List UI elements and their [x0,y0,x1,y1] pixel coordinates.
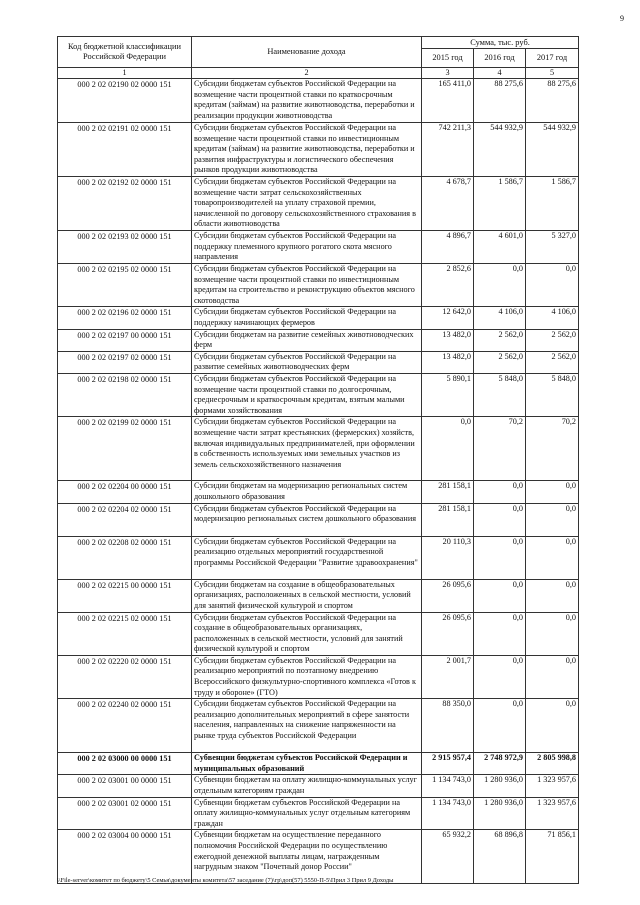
row-value-2015: 65 932,2 [422,830,474,884]
row-value-2017: 2 562,0 [526,351,579,373]
row-value-2016: 5 848,0 [474,373,526,416]
row-value-2015: 4 896,7 [422,231,474,264]
row-value-2017: 0,0 [526,579,579,612]
row-value-2016: 2 562,0 [474,329,526,351]
row-code: 000 2 02 02204 00 0000 151 [58,481,192,503]
table-row [58,307,579,329]
row-name: Субсидии бюджетам субъектов Российской Федерации на возмещение части процентной ставки по краткосрочным кредитам (займам) на развитие животноводства, переработки и реализации продукции животноводства [192,79,422,123]
col-number-3: 3 [422,68,474,79]
row-value-2015: 2 852,6 [422,264,474,307]
row-value-2015: 5 890,1 [422,373,474,416]
row-value-2016: 0,0 [474,536,526,579]
table-row [58,177,579,231]
row-value-2016: 70,2 [474,417,526,481]
row-code: 000 2 02 03000 00 0000 151 [58,753,192,775]
row-code: 000 2 02 03001 02 0000 151 [58,797,192,830]
row-name: Субвенции бюджетам субъектов Российской Федерации и муниципальных образований [192,753,422,775]
row-value-2015: 12 642,0 [422,307,474,329]
revenue-table [57,36,579,884]
row-name: Субсидии бюджетам субъектов Российской Федерации на поддержку начинающих фермеров [192,307,422,329]
row-code: 000 2 02 02191 02 0000 151 [58,123,192,177]
row-value-2016: 1 280 936,0 [474,775,526,797]
row-code: 000 2 02 02240 02 0000 151 [58,699,192,753]
row-name: Субсидии бюджетам субъектов Российской Федерации на возмещение части процентной ставки по инвестиционным кредитам (займам) на развитие животноводства, переработки и развития инфраструктуры и логистического обеспечения рынков продукции животноводства [192,123,422,177]
row-value-2017: 2 562,0 [526,329,579,351]
row-value-2015: 281 158,1 [422,481,474,503]
row-value-2017: 1 586,7 [526,177,579,231]
row-value-2017: 5 848,0 [526,373,579,416]
row-code: 000 2 02 02195 02 0000 151 [58,264,192,307]
row-value-2016: 2 562,0 [474,351,526,373]
row-value-2016: 0,0 [474,612,526,655]
row-value-2016: 68 896,8 [474,830,526,884]
row-value-2017: 0,0 [526,264,579,307]
row-value-2015: 742 211,3 [422,123,474,177]
row-code: 000 2 02 02208 02 0000 151 [58,536,192,579]
table-row [58,797,579,830]
table-row [58,753,579,775]
row-value-2017: 1 323 957,6 [526,775,579,797]
row-name: Субсидии бюджетам субъектов Российской Федерации на развитие семейных животноводческих ферм [192,351,422,373]
table-row [58,579,579,612]
row-code: 000 2 02 02220 02 0000 151 [58,655,192,698]
row-code: 000 2 02 02215 00 0000 151 [58,579,192,612]
row-value-2015: 13 482,0 [422,329,474,351]
row-name: Субсидии бюджетам на модернизацию региональных систем дошкольного образования [192,481,422,503]
row-name: Субсидии бюджетам на создание в общеобразовательных организациях, расположенных в сельской местности, условий для занятий физической культурой и спортом [192,579,422,612]
row-code: 000 2 02 02192 02 0000 151 [58,177,192,231]
row-value-2017: 0,0 [526,503,579,536]
row-name: Субсидии бюджетам субъектов Российской Федерации на возмещение части затрат сельскохозяйственных товаропроизводителей на уплату страховой премии, начисленной по договору сельскохозяйственного страхования в области животноводства [192,177,422,231]
row-value-2016: 0,0 [474,503,526,536]
row-value-2015: 88 350,0 [422,699,474,753]
row-value-2016: 0,0 [474,699,526,753]
row-code: 000 2 02 02193 02 0000 151 [58,231,192,264]
row-value-2017: 5 327,0 [526,231,579,264]
row-value-2016: 0,0 [474,579,526,612]
row-value-2017: 4 106,0 [526,307,579,329]
row-value-2017: 0,0 [526,481,579,503]
row-value-2016: 88 275,6 [474,79,526,123]
table-row [58,79,579,123]
row-code: 000 2 02 02199 02 0000 151 [58,417,192,481]
table-row [58,373,579,416]
row-code: 000 2 02 02197 02 0000 151 [58,351,192,373]
revenue-table-body [58,79,579,884]
table-row [58,775,579,797]
row-value-2015: 2 915 957,4 [422,753,474,775]
row-name: Субсидии бюджетам субъектов Российской Федерации на возмещение части затрат крестьянских (фермерских) хозяйств, включая индивидуальных предпринимателей, при оформлении в собственность используемых ими земельных участков из земель сельскохозяйственного назначения [192,417,422,481]
row-name: Субвенции бюджетам на оплату жилищно-коммунальных услуг отдельным категориям граждан [192,775,422,797]
row-name: Субвенции бюджетам субъектов Российской Федерации на оплату жилищно-коммунальных услуг отдельным категориям граждан [192,797,422,830]
table-row [58,655,579,698]
row-value-2017: 70,2 [526,417,579,481]
row-value-2016: 1 280 936,0 [474,797,526,830]
row-value-2015: 20 110,3 [422,536,474,579]
row-name: Субсидии бюджетам на развитие семейных животноводческих ферм [192,329,422,351]
row-value-2016: 0,0 [474,264,526,307]
header-year-2015: 2015 год [422,49,474,68]
row-value-2015: 281 158,1 [422,503,474,536]
table-row [58,830,579,884]
table-row [58,612,579,655]
row-value-2017: 1 323 957,6 [526,797,579,830]
row-value-2015: 1 134 743,0 [422,797,474,830]
row-name: Субсидии бюджетам субъектов Российской Федерации на поддержку племенного крупного рогатого скота мясного направления [192,231,422,264]
row-name: Субсидии бюджетам субъектов Российской Федерации на возмещение части процентной ставки по инвестиционным кредитам на строительство и реконструкцию объектов мясного скотоводства [192,264,422,307]
row-value-2016: 4 106,0 [474,307,526,329]
row-value-2017: 88 275,6 [526,79,579,123]
table-row [58,329,579,351]
header-year-2017: 2017 год [526,49,579,68]
table-row [58,503,579,536]
row-value-2016: 544 932,9 [474,123,526,177]
row-value-2015: 0,0 [422,417,474,481]
row-value-2016: 4 601,0 [474,231,526,264]
row-name: Субсидии бюджетам субъектов Российской Федерации на реализацию дополнительных мероприятий в сфере занятости населения, направленных на снижение напряженности на рынке труда субъектов Российской Федерации [192,699,422,753]
header-year-2016: 2016 год [474,49,526,68]
row-value-2015: 13 482,0 [422,351,474,373]
table-row [58,264,579,307]
row-value-2015: 26 095,6 [422,579,474,612]
col-number-5: 5 [526,68,579,79]
row-code: 000 2 02 02197 00 0000 151 [58,329,192,351]
table-row [58,417,579,481]
row-value-2016: 1 586,7 [474,177,526,231]
table-row [58,481,579,503]
file-path-footer: \\File-server\комитет по бюджету\5 Семья\документы комитета\57 заседание (7)\гр\доп(57) 5550-П-5\Прил 3 Прил 9 Доходы [57,877,394,884]
row-value-2015: 165 411,0 [422,79,474,123]
row-name: Субсидии бюджетам субъектов Российской Федерации на возмещение части процентной ставки по долгосрочным, среднесрочным и краткосрочным кредитам, взятым малыми формами хозяйствования [192,373,422,416]
row-code: 000 2 02 02204 02 0000 151 [58,503,192,536]
page-number: 9 [620,14,624,23]
row-value-2017: 0,0 [526,612,579,655]
row-value-2017: 71 856,1 [526,830,579,884]
row-code: 000 2 02 02198 02 0000 151 [58,373,192,416]
row-name: Субсидии бюджетам субъектов Российской Федерации на создание в общеобразовательных организациях, расположенных в сельской местности, условий для занятий физической культурой и спортом [192,612,422,655]
row-value-2015: 26 095,6 [422,612,474,655]
header-name: Наименование дохода [192,37,422,68]
row-value-2016: 2 748 972,9 [474,753,526,775]
header-code: Код бюджетной классификации Российской Федерации [58,37,192,68]
table-row [58,231,579,264]
row-code: 000 2 02 02196 02 0000 151 [58,307,192,329]
table-row [58,536,579,579]
row-name: Субсидии бюджетам субъектов Российской Федерации на модернизацию региональных систем дошкольного образования [192,503,422,536]
row-value-2017: 544 932,9 [526,123,579,177]
col-number-1: 1 [58,68,192,79]
row-value-2016: 0,0 [474,481,526,503]
row-value-2015: 2 001,7 [422,655,474,698]
col-number-2: 2 [192,68,422,79]
row-value-2017: 0,0 [526,699,579,753]
table-row [58,123,579,177]
table-row [58,699,579,753]
header-sum: Сумма, тыс. руб. [422,37,579,49]
row-value-2017: 0,0 [526,655,579,698]
row-name: Субсидии бюджетам субъектов Российской Федерации на реализацию мероприятий по поэтапному внедрению Всероссийского физкультурно-спортивного комплекса «Готов к труду и обороне» (ГТО) [192,655,422,698]
row-code: 000 2 02 03001 00 0000 151 [58,775,192,797]
row-code: 000 2 02 02215 02 0000 151 [58,612,192,655]
row-value-2015: 4 678,7 [422,177,474,231]
row-code: 000 2 02 02190 02 0000 151 [58,79,192,123]
row-name: Субвенции бюджетам на осуществление переданного полномочия Российской Федерации по осуществлению ежегодной денежной выплаты лицам, награжденным нагрудным знаком "Почетный донор России" [192,830,422,884]
row-value-2017: 0,0 [526,536,579,579]
row-value-2015: 1 134 743,0 [422,775,474,797]
row-value-2016: 0,0 [474,655,526,698]
col-number-4: 4 [474,68,526,79]
table-row [58,351,579,373]
row-name: Субсидии бюджетам субъектов Российской Федерации на реализацию отдельных мероприятий государственной программы Российской Федерации "Развитие здравоохранения" [192,536,422,579]
row-value-2017: 2 805 998,8 [526,753,579,775]
row-code: 000 2 02 03004 00 0000 151 [58,830,192,884]
